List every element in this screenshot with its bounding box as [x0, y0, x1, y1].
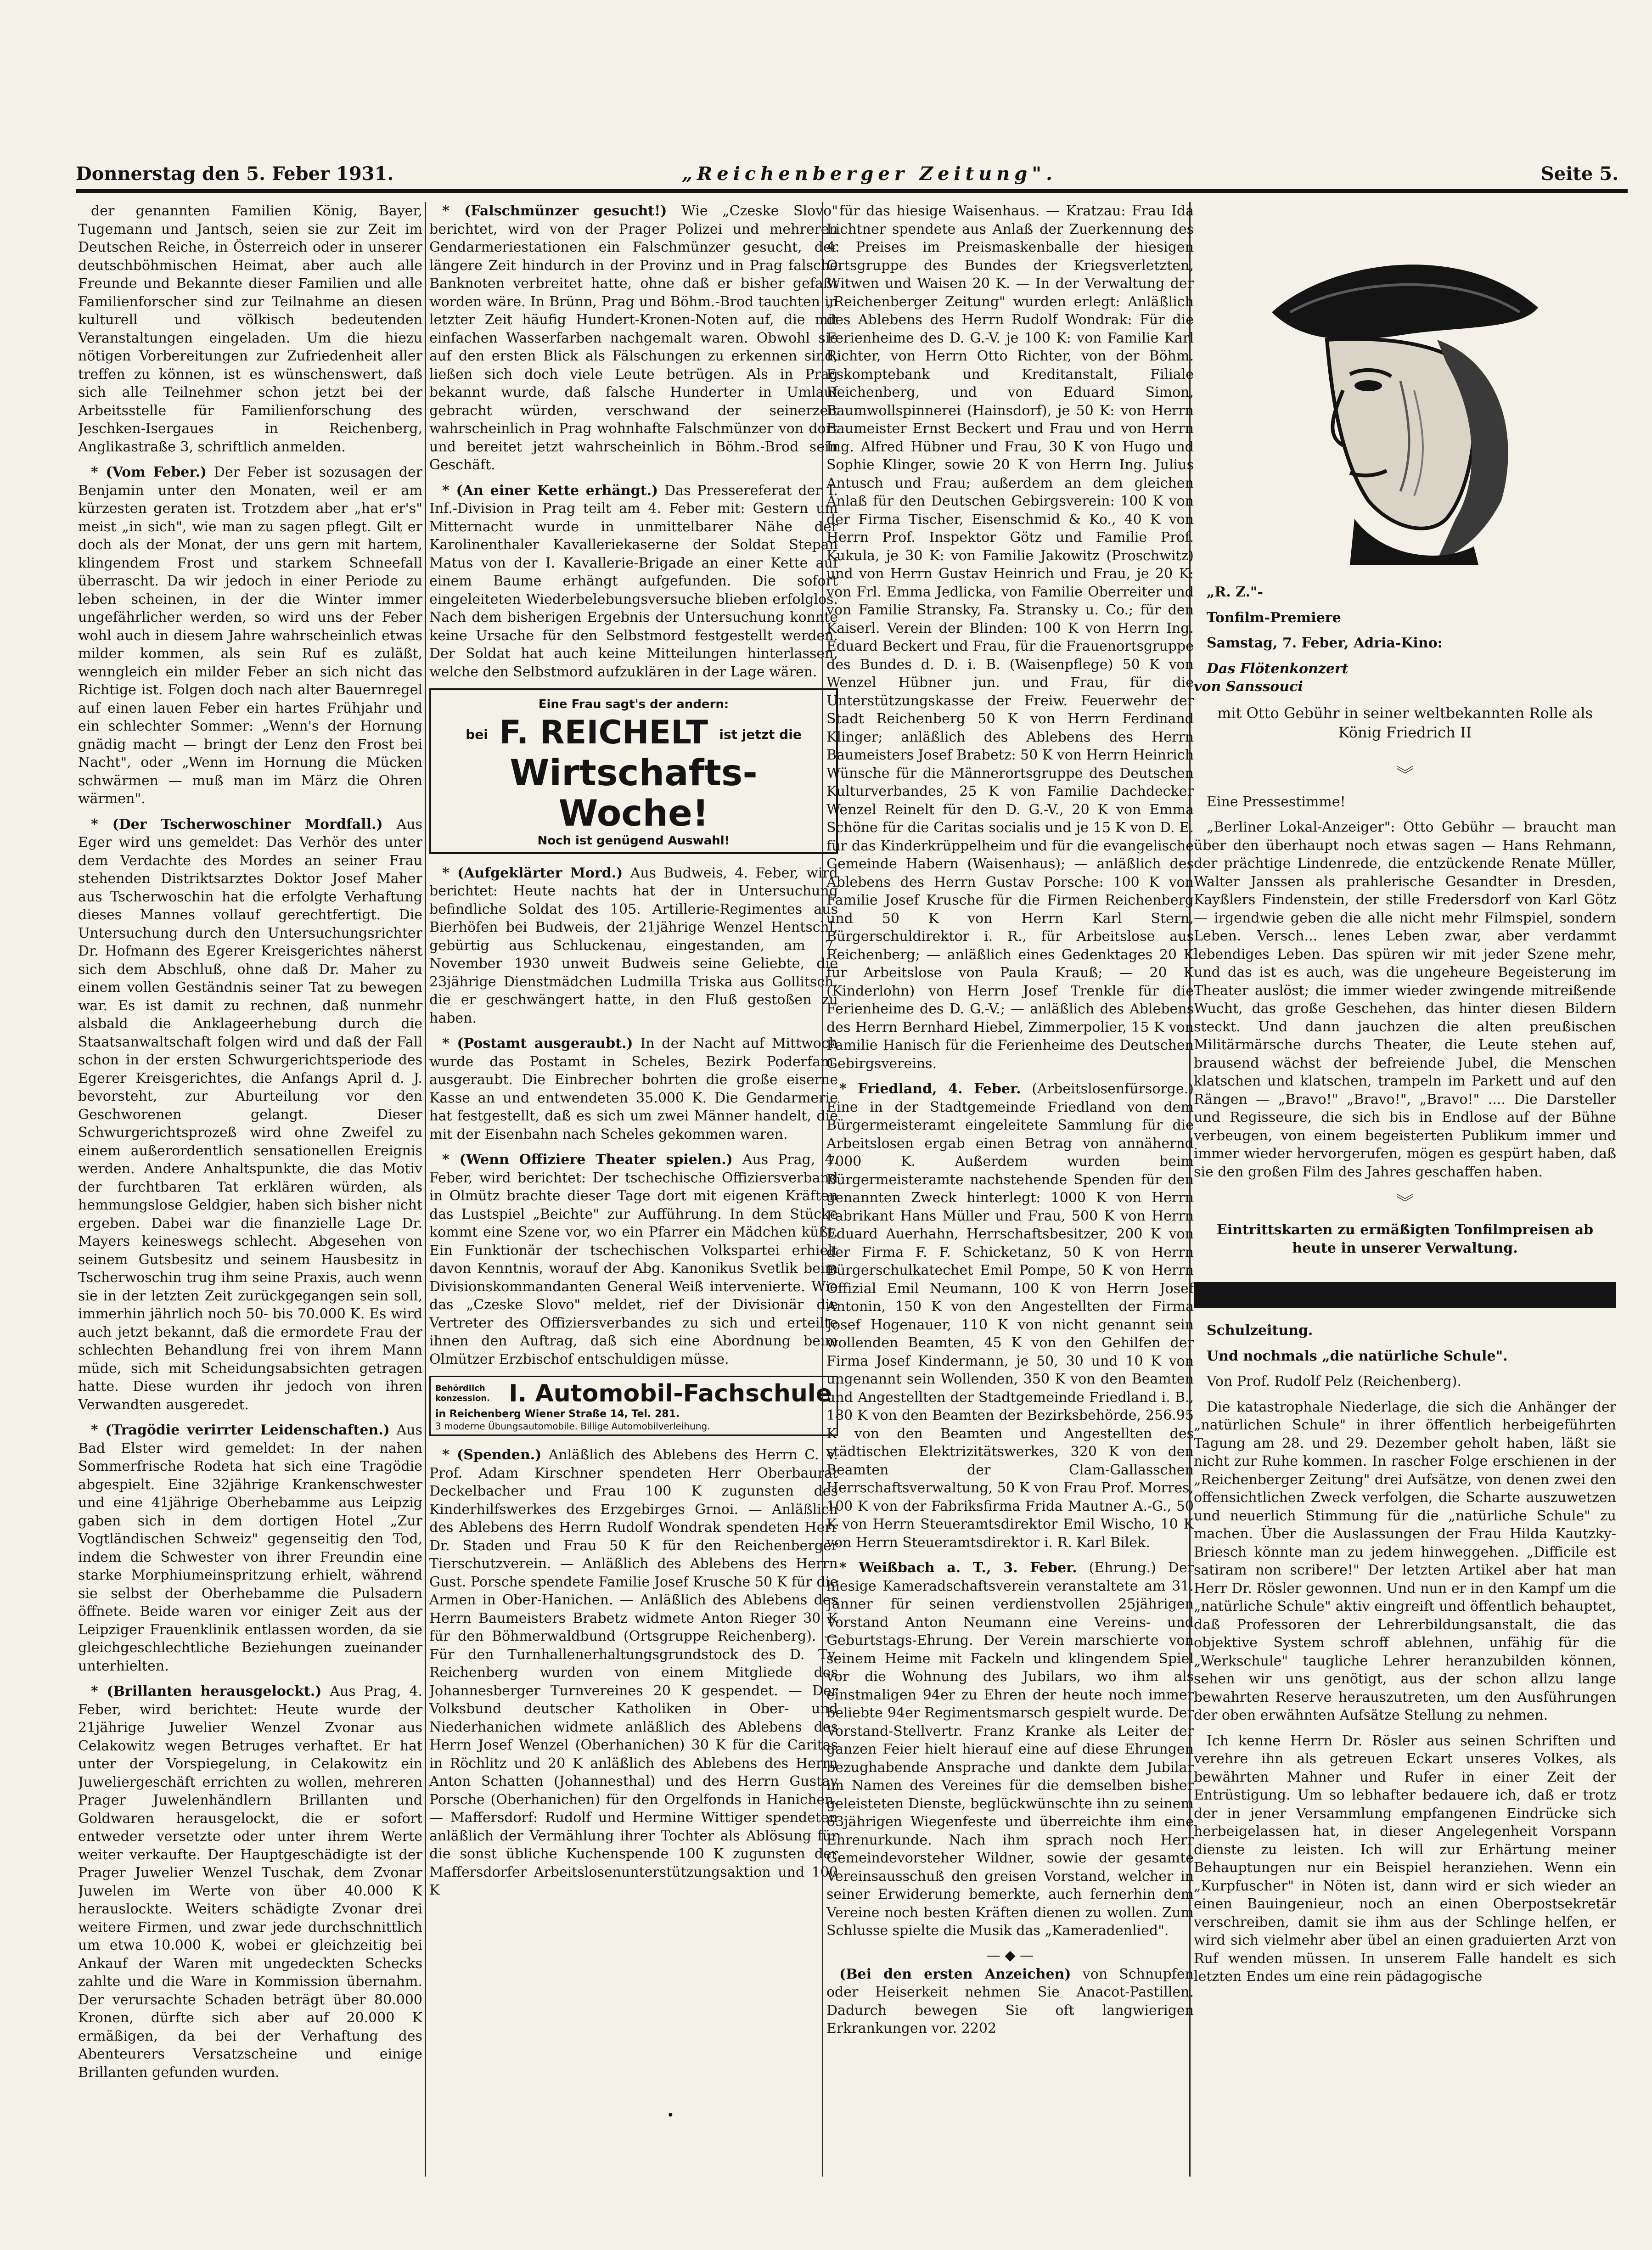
ad-auto-small-1: Behördlich — [435, 1384, 485, 1394]
article-brillanten: * (Brillanten herausgelockt.) Aus Prag, 4. Feber, wird berichtet: Heute wurde der 21jährige Juwelier Wenzel Zvonar aus Celakowitz wegen Betruges verhaftet. Er hat unter der Vorspiegelung, in Celakowitz ein Juweliergeschäft errichten zu wollen, mehreren Prager Juwelenhändlern Brillanten und Goldwaren herausgelockt, die er sofort entweder versetzte oder unter ihrem Werte weiter verkaufte. Der Hauptgeschädigte ist der Prager Juwelier Wenzel Tuschak, dem Zvonar Juwelen im Werte von über 40.000 K herauslockte. Weiters schädigte Zvonar drei weitere Firmen, und zwar jede durchschnittlich um etwa 10.000 K, wobei er gleichzeitig bei Ankauf der Waren mit ungedeckten Schecks zahlte und die Ware in Kommission übernahm. Der verursachte Schaden beträgt über 80.000 Kronen, dürfte sich aber auf 20.000 K ermäßigen, da bei der Verhaftung des Abenteurers Versatzscheine und einige Brillanten gefunden wurden. — [78, 1683, 422, 2081]
article-tragoedie: * (Tragödie verirrter Leidenschaften.) Aus Bad Elster wird gemeldet: In der nahen Sommerfrische Rodeta hat sich eine Tragödie abgespielt. Eine 32jährige Krankenschwester und eine 41jährige Oberhebamme aus Leipzig gaben sich in dem dortigen Hotel „Zur Vogtländischen Schweiz" gegenseitig den Tod, indem die Schwester von ihrer Freundin eine starke Morphiumeinspritzung erhielt, während sie selbst der Oberhebamme die Pulsadern öffnete. Beide waren vor einiger Zeit aus der Leipziger Frauenklinik entlassen worden, da sie gleichgeschlechtliche Beziehungen zueinander unterhielten. — [78, 1422, 422, 1674]
ad-auto-subline: 3 moderne Übungsautomobile. Billige Automobilverleihung. — [435, 1421, 710, 1432]
page-dot: • — [667, 2108, 674, 2123]
header-rule — [76, 189, 1628, 193]
article-spenden: * (Spenden.) Anläßlich des Ablebens des Herrn C. V. Prof. Adam Kirschner spendeten Herr Oberbaurat Deckelbacher und Frau 100 K zugunsten des Kinderhilfswerkes des Erzgebirges Grnoi. — Anläßlich des Ablebens des Herrn Rudolf Wondrak spendeten Herr Dr. Staden und Frau 50 K für den Reichenberger Tierschutzverein. — Anläßlich des Ablebens des Herrn Gust. Porsche spendete Familie Josef Krusche 50 K für die Armen in Ober-Hanichen. — Anläßlich des Ablebens des Herrn Baumeisters Brabetz widmete Anton Rieger 30 K für den Böhmerwaldbund (Ortsgruppe Reichenberg). — Für den Turnhallenerhaltungsgrundstock des D. Tv. Reichenberg wurden von einem Mitgliede des Johannesberger Turnvereines 20 K gespendet. — Der Volksbund deutscher Katholiken in Ober- und Niederhanichen widmete anläßlich des Ablebens des Herrn Josef Wenzel (Oberhanichen) 30 K für die Caritas in Röchlitz und 20 K anläßlich des Ablebens des Herrn Anton Schatten (Johannesthal) und des Herrn Gustav Porsche (Oberhanichen) für den Orgelfonds in Hanichen. — Maffersdorf: Rudolf und Hermine Wittiger spendeten anläßlich der Vermählung ihrer Tochter als Ablösung für die sonst übliche Kuchenspende 100 K zugunsten der Maffersdorfer Arbeitslosenunterstützungsaktion und 100 K — [429, 1447, 838, 1899]
automobil-school-advertisement — [429, 1376, 838, 1436]
ad-footer: Noch ist genügend Auswahl! — [537, 833, 730, 848]
film-title: Das Flötenkonzert von Sanssouci — [1194, 660, 1349, 695]
article-friedland: * Friedland, 4. Feber. (Arbeitslosenfürsorge.) Eine in der Stadtgemeinde Friedland von dem Bürgermeisteramt eingeleitete Sammlung für die Arbeitslosen ergab einen Betrag von annähernd 7000 K. Außerdem wurden beim Bürgermeisteramte nachstehende Spenden für den genannten Zweck hinterlegt: 1000 K von Herrn Fabrikant Hans Müller und Frau, 500 K von Herrn Eduard Auerhahn, Herrschaftsbesitzer, 200 K von der Firma F. F. Schicketanz, 50 K von Herrn Bürgerschulkatechet Emil Pompe, 50 K von Herrn Offizial Emil Neumann, 100 K von Herrn Josef Antonin, 150 K von den Angestellten der Firma Josef Hogenauer, 110 K von nicht genannt sein wollenden Beamten, 45 K von den Gehilfen der Firma Josef Kindermann, je 50, 30 und 10 K von ungenannt sein Wollenden, 350 K von den Beamten und Angestellten der Stadtgemeinde Friedland i. B., 180 K von den Beamten der Bezirksbehörde, 256.95 K von den Beamten und Angestellten des städtischen Elektrizitätswerkes, 320 K von den Beamten der Clam-Gallasschen Herrschaftsverwaltung, 50 K von Frau Prof. Morres, 100 K von der Fabriksfirma Frida Mautner A.-G., 50 K von Herrn Steueramtsdirektor Emil Wischo, 10 K von Herrn Steueramtsdirektor i. R. Karl Bilek. — [826, 1081, 1194, 1551]
separator-ornament: — ◆ — — [986, 1947, 1034, 1963]
header-date: Donnerstag den 5. Feber 1931. — [76, 163, 394, 185]
ad-auto-address: in Reichenberg Wiener Straße 14, Tel. 281. — [435, 1408, 680, 1420]
header-page-number: Seite 5. — [1540, 163, 1618, 185]
ad-store-name: bei F. REICHELT ist jetzt die — [466, 714, 802, 751]
article-offiziere: * (Wenn Offiziere Theater spielen.) Aus Prag, 4. Feber, wird berichtet: Der tschechische Offiziersverband in Olmütz brachte dieser Tage dort mit eigenen Kräften das Lustspiel „Beichte" zur Aufführung. In dem Stücke kommt eine Szene vor, wo ein Pfarrer ein Mädchen küßt. Ein Funktionär der tschechischen Volkspartei erhielt davon Kenntnis, worauf der Abg. Kanonikus Svetlik beim Divisionskommandanten General Weiß intervenierte. Wie das „Czeske Slovo" meldet, rief der Divisionär die Vertreter des Offiziersverbandes zu sich und erteilte ihnen den Auftrag, daß sich eine Abordnung beim Olmützer Erzbischof entschuldigen müsse. — [429, 1152, 838, 1367]
press-quote: „Berliner Lokal-Anzeiger": Otto Gebühr — braucht man über den überhaupt noch etwas sagen — Hans Rehmann, der prächtige Lindenrede, die entzückende Renate Müller, Walter Janssen als prahlerische Gesandter in Dresden, Kayßlers Findenstein, der stille Fredersdorf von Karl Götz — irgendwie geben die alle nicht mehr Filmspiel, sondern Leben. Versch... lenes Leben zwar, aber verdammt lebendiges Leben. Das spüren wir mit jeder Szene mehr, und das ist es auch, was die ungeheure Begeisterung im Theater auslöst; die immer wieder zwingende mitreißende Wucht, das große Geschehen, das hinter diesen Bildern steckt. Und dann jauchzen die alten preußischen Militärmärsche durchs Theater, die Leute stehen auf, brausend wächst der befreiende Jubel, die Menschen klatschen und klatschen, trampeln im Parkett und auf den Rängen — „Bravo!" „Bravo!", „Bravo!" .... Die Darsteller und Regisseure, die sich bis in Endlose auf der Bühne verbeugen, von einem begeisterten Publikum immer und immer wieder hervorgerufen, mögen es gespürt haben, daß sie den großen Film des Jahres geschaffen haben. — [1194, 819, 1616, 1180]
article-vom-feber: * (Vom Feber.) Der Feber ist sozusagen der Benjamin unter den Monaten, weil er am kürzesten geraten ist. Trotzdem aber „hat er's" meist „in sich", wie man zu sagen pflegt. Gilt er doch als der Monat, der uns gern mit hartem, klingendem Frost und starkem Schneefall überrascht. Da wir jedoch in einer Periode zu leben scheinen, in der die Winter immer ungefährlicher werden, so wird uns der Feber wohl auch in diesem Jahre wahrscheinlich etwas milder kommen, als sein Ruf es zuläßt, wenngleich ein milder Feber an sich nicht das Richtige ist. Folgen doch nach alter Bauernregel auf einen lauen Feber ein hartes Frühjahr und ein schlechter Sommer: „Wenn's der Hornung gnädig macht — bringt der Lenz den Frost bei Nacht", oder „Wenn im Hornung die Mücken schwärmen — muß man im März die Ohren wärmen". — [78, 464, 422, 807]
ticket-info: Eintrittskarten zu ermäßigten Tonfilmpreisen ab heute in unserer Verwaltung. — [1216, 1222, 1594, 1256]
school-paragraph: Ich kenne Herrn Dr. Rösler aus seinen Schriften und verehre ihn als getreuen Eckart unseres Volkes, als bewährten Mahner und Rufer in einer Zeit der Entrüstigung. Um so lebhafter bedauere ich, daß er trotz der in jener Versammlung empfangenen Eindrücke sich herbeigelassen hat, in dieser Angelegenheit Vorspann dienste zu leisten. Ich will zur Erhärtung meiner Behauptungen nur ein Beispiel heranziehen. Wenn ein „Kurpfuscher" in Nöten ist, dann wird er sich wieder an einen Bauingenieur, noch an einen Oberpostsekretär verschreiben, damit sie ihm aus der Schlinge helfen, er wird sich vielmehr aber übel an einen graduierten Arzt von Ruf wenden müssen. In unserem Falle handelt es sich letzten Endes um eine rein pädagogische — [1194, 1732, 1616, 1985]
section-divider-bar — [1194, 1282, 1616, 1308]
column-rule — [425, 202, 426, 2177]
column-3 — [826, 202, 1194, 2172]
column-2 — [429, 202, 838, 2172]
premiere-date: Samstag, 7. Feber, Adria-Kino: — [1207, 635, 1443, 651]
press-heading: Eine Pressestimme! — [1207, 793, 1346, 810]
header-newspaper-title: „Reichenberger Zeitung". — [682, 163, 1057, 185]
ad-auto-title: I. Automobil-Fachschule — [509, 1380, 832, 1408]
chevron-down-icon: ︾ — [1396, 1192, 1414, 1213]
ad-auto-small-2: konzession. — [435, 1394, 490, 1404]
article-mordfall: * (Der Tscherwoschiner Mordfall.) Aus Eger wird uns gemeldet: Das Verhör des unter dem Verdachte des Mordes an seiner Frau stehenden Distriktsarztes Doktor Josef Maher aus Tscherwoschin hat die erfolgte Verhaftung dieses Mannes vollauf gerechtfertigt. Die Untersuchung durch den Untersuchungsrichter Dr. Hofmann des Egerer Kreisgerichtes näherst sich dem Abschluß, ohne daß Dr. Maher zu einem vollen Geständnis seiner Tat zu bewegen war. Es ist damit zu rechnen, daß nunmehr alsbald die Anklageerhebung durch die Staatsanwaltschaft folgen wird und daß der Fall schon in der ersten Schwurgerichtsperiode des Egerer Kreisgerichtes, die Anfangs April d. J. bevorsteht, zur Aburteilung vor den Geschworenen gelangt. Dieser Schwurgerichtsprozeß wird ohne Zweifel zu einem außerordentlich sensationellen Ereignis werden. Andere Anhaltspunkte, die das Motiv der furchtbaren Tat erklären würden, als hemmungslose Geldgier, haben sich bisher nicht ergeben. Dabei war die finanzielle Lage Dr. Mayers keineswegs schlecht. Abgesehen von seinem Gutsbesitz und seinem Hausbesitz in Tscherwoschin trug ihm seine Praxis, auch wenn sie in der letzten Zeit zurückgegangen sein soll, immerhin jährlich noch 50- bis 70.000 K. Es wird auch jetzt bekannt, daß die ermordete Frau der schlechten Behandlung frei von ihrem Mann müde, sich mit Scheidungsabsichten getragen hatte. Diese wurden ihr jedoch von ihren Verwandten ausgeredet. — [78, 816, 422, 1413]
article-postamt: * (Postamt ausgeraubt.) In der Nacht auf Mittwoch wurde das Postamt in Scheles, Bezirk Poderfam, ausgeraubt. Die Einbrecher bohrten die große eiserne Kasse an und entwendeten 35.000 K. Die Gendarmerie hat festgestellt, daß es sich um zwei Männer handelt, die mit der Eisenbahn nach Scheles gekommen waren. — [429, 1035, 838, 1142]
frederick-portrait-illustration — [1263, 243, 1547, 565]
premiere-title-line2: Tonfilm-Premiere — [1207, 609, 1341, 626]
article-kette: * (An einer Kette erhängt.) Das Pressereferat der I. Inf.-Division in Prag teilt am 4. Feber mit: Gestern um Mitternacht wurde in unmittelbarer Nähe der Karolinenthaler Kavalleriekaserne der Soldat Stepan Matus von der I. Kavallerie-Brigade an einer Kette auf einem Baume erhängt aufgefunden. Die sofort eingeleiteten Wiederbelebungsversuche blieben erfolglos. Nach dem bisherigen Ergebnis der Untersuchung konnte keine Ursache für den Selbstmord festgestellt werden. Der Soldat hat auch keine Mitteilungen hinterlassen, welche den Selbstmord aufzuklären in der Lage wären. — [429, 482, 838, 680]
premiere-title-line1: „R. Z."- — [1207, 584, 1263, 600]
film-cast: mit Otto Gebühr in seiner weltbekannten Rolle als König Friedrich II — [1217, 704, 1593, 741]
school-paragraph: Die katastrophale Niederlage, die sich die Anhänger der „natürlichen Schule" in ihrer öffentlich herbeigeführten Tagung am 28. und 29. Dezember geholt haben, läßt sie nicht zur Ruhe kommen. In rascher Folge erschienen in der „Reichenberger Zeitung" drei Aufsätze, von denen zwei den offensichtlichen Zweck verfolgen, die Scharte auszuwetzen und neuerlich Stimmung für die „natürliche Schule" zu machen. Über die Auslassungen der Frau Hilda Kautzky-Briesch könnte man zu jedem hinweggehen. „Difficile est satiram non scribere!" Der letzten Artikel aber hat man Herr Dr. Rösler gewonnen. Und nun er in den Kampf um die „natürliche Schule" aktiv eingreift und öffentlich behauptet, daß Professoren der Lehrerbildungsanstalt, die das objektive System schroff ablehnen, unfähig für die „Werkschule" taugliche Lehrer heranzubilden können, sehen wir uns genötigt, aus der schon allzu lange bewahrten Reserve herauszutreten, um den Ausführungen der oben erwähnten Aufsätze Stellung zu nehmen. — [1194, 1399, 1616, 1723]
page-header — [76, 163, 1618, 191]
article-spenden-continued: für das hiesige Waisenhaus. — Kratzau: Frau Ida Lichtner spendete aus Anlaß der Zuerkennung des 4. Preises im Preismaskenballe der hiesigen Ortsgruppe des Bundes der Kriegsverletzten, Witwen und Waisen 20 K. — In der Verwaltung der „Reichenberger Zeitung" wurden erlegt: Anläßlich des Ablebens des Herrn Rudolf Wondrak: Für die Ferienheime des D. G.-V. je 100 K: von Familie Karl Richter, von Herrn Otto Richter, von der Böhm. Eskomptebank und Kreditanstalt, Filiale Reichenberg, und von Eduard Simon, Baumwollspinnerei (Hainsdorf), je 50 K: von Herrn Baumeister Ernst Beckert und Frau und von Herrn Ing. Alfred Hübner und Frau, 30 K von Hugo und Sophie Klinger, sowie 20 K von Herrn Ing. Julius Antusch und Frau; außerdem an dem gleichen Anlaß für den Deutschen Gebirgsverein: 100 K von der Firma Tischer, Eisenschmid & Ko., 40 K von Herrn Prof. Inspektor Götz und Familie Prof. Kukula, je 30 K: von Familie Jakowitz (Proschwitz) und von Herrn Gustav Heinrich und Frau, je 20 K: von Frl. Emma Jedlicka, von Familie Oberreiter und von Familie Stransky, Fa. Stransky u. Co.; für den Kaiserl. Verein der Blinden: 100 K von Herrn Ing. Eduard Beckert und Frau, für die Frauenortsgruppe des Bundes d. D. i. B. (Waisenpflege) 50 K von Wenzel Hübner jun. und Frau, für die Unterstützungskasse der Freiw. Feuerwehr der Stadt Reichenberg 50 K von Herrn Ferdinand Klinger; anläßlich des Ablebens des Herrn Baumeisters Josef Brabetz: 50 K von Herrn Heinrich Wünsche für die Männerortsgruppe des Deutschen Kulturverbandes, 25 K von Familie Dachdecker Wenzel Reinelt für den D. G.-V., 20 K von Emma Schöne für die Caritas socialis und je 15 K von D. E. für das Kinderkrüppelheim und für die evangelische Gemeinde Habern (Waisenhaus); — anläßlich des Ablebens des Herrn Gustav Porsche: 100 K von Familie Josef Krusche für die Firmen Reichenberg und 50 K von Herrn Karl Stern, Bürgerschuldirektor i. R., für Arbeitslose aus Reichenberg; — anläßlich eines Gedenktages 20 K für Arbeitslose von Paula Krauß; — 20 K (Kinderlohn) von Herrn Josef Trenkle für die Ferienheime des D. G.-V.; — anläßlich des Ablebens des Herrn Bernhard Hiebel, Zimmerpolier, 15 K von Familie Hanisch für die Ferienheime des Deutschen Gebirgsvereins. — [826, 203, 1194, 1072]
ad-tagline: Eine Frau sagt's der andern: — [538, 698, 729, 711]
article-weissbach: * Weißbach a. T., 3. Feber. (Ehrung.) Der hiesige Kameradschaftsverein veranstaltete am 31. Jänner für seinen verdienstvollen 25jährigen Vorstand Anton Neumann eine Vereins- und Geburtstags-Ehrung. Der Verein marschierte von seinem Heime mit Fackeln und klingendem Spiel vor die Wohnung des Jubilars, wo ihm als einstmaligen 94er zu Ehren der heute noch immer beliebte 94er Regimentsmarsch gespielt wurde. Der Vorstand-Stellvertr. Franz Kranke als Leiter der ganzen Feier hielt hierauf eine auf diese Ehrungen bezughabende Ansprache und dankte dem Jubilar im Namen des Vereines für die demselben bisher geleisteten Dienste, beglückwünschte ihn zu seinem 63jährigen Wiegenfeste und überreichte ihm eine Ehrenurkunde. Nach ihm sprach noch Herr Gemeindevorsteher Wildner, sowie der gesamte Vereinsausschuß den greisen Vorstand, welcher in seiner Erwiderung bemerkte, auch fernerhin dem Vereine noch besten Kräften dienen zu wollen. Zum Schlusse spielte die Musik das „Kameradenlied". — [826, 1560, 1194, 1939]
anacot-advertisement: (Bei den ersten Anzeichen) von Schnupfen oder Heiserkeit nehmen Sie Anacot-Pastillen. Dadurch bewegen Sie oft langwierigen Erkrankungen vor. 2202 — [826, 1966, 1194, 2036]
article-paragraph: der genannten Familien König, Bayer, Tugemann und Jantsch, seien sie zur Zeit im Deutschen Reiche, in Österreich oder in unserer deutschböhmischen Heimat, aber auch alle Freunde und Bekannte dieser Familien und alle Familienforscher sind zur Teilnahme an diesen kulturell und völkisch bedeutenden Veranstaltungen eingeladen. Um die hiezu nötigen Vorbereitungen zur Zufriedenheit aller treffen zu können, ist es wünschenswert, daß sich alle Teilnehmer schon jetzt bei der Arbeitsstelle für Familienforschung des Jeschken-Isergaues in Reichenberg, Anglikastraße 3, schriftlich anmelden. — [78, 203, 422, 455]
article-falschmuenzer: * (Falschmünzer gesucht!) Wie „Czeske Slovo" berichtet, wird von der Prager Polizei und mehreren Gendarmeriestationen ein Falschmünzer gesucht, der längere Zeit hindurch in der Provinz und in Prag falsche Banknoten verbreitet hatte, ohne daß er bisher gefaßt worden wäre. In Brünn, Prag und Böhm.-Brod tauchten in letzter Zeit häufig Hundert-Kronen-Noten auf, die mit einfachen Wasserfarben nachgemalt waren. Obwohl sie auf den ersten Blick als Fälschungen zu erkennen sind, ließen sich doch viele Leute betrügen. Als in Prag bekannt wurde, daß falsche Hunderter in Umlauf gebracht würden, verschwand der seinerzeit wahrscheinlich in Prag wohnhafte Falschmünzer von dort und bereitet jetzt wahrscheinlich in Böhm.-Brod sein Geschäft. — [429, 203, 838, 473]
article-mord: * (Aufgeklärter Mord.) Aus Budweis, 4. Feber, wird berichtet: Heute nachts hat der in Untersuchung befindliche Soldat des 105. Artillerie-Regimentes aus Bierhöfen bei Budweis, der 21jährige Wenzel Hentschl, gebürtig aus Schluckenau, eingestanden, am 7. November 1930 unweit Budweis seine Geliebte, die 23jährige Dienstmädchen Ludmilla Triska aus Gollitsch, die er geschwängert hatte, in den Fluß gestoßen zu haben. — [429, 865, 838, 1026]
ad-headline: Wirtschafts-Woche! — [510, 752, 758, 834]
chevron-down-icon: ︾ — [1396, 764, 1414, 785]
reichelt-advertisement — [429, 688, 838, 854]
school-article-headline: Und nochmals „die natürliche Schule". — [1207, 1348, 1508, 1364]
column-1 — [78, 202, 422, 2172]
column-4 — [1194, 202, 1616, 2172]
school-article-author: Von Prof. Rudolf Pelz (Reichenberg). — [1207, 1373, 1462, 1389]
school-section-title: Schulzeitung. — [1207, 1322, 1313, 1339]
